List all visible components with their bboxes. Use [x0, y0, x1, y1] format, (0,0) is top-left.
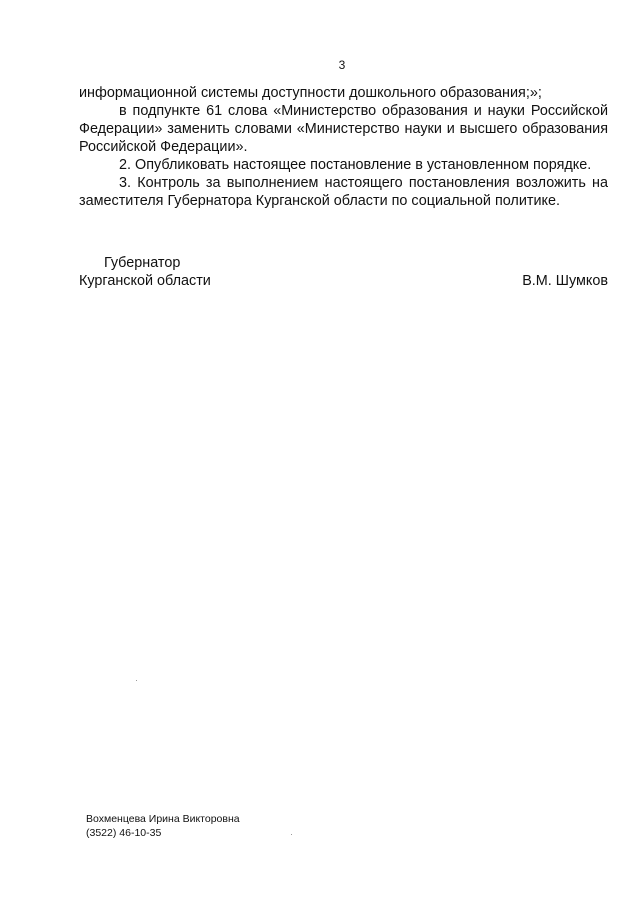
- scan-speck: [136, 680, 137, 681]
- signatory-name: В.М. Шумков: [522, 273, 608, 289]
- paragraph-item-3: 3. Контроль за выполнением настоящего постановления возложить на заместителя Губернатора Курганской области по социальной политике.: [79, 175, 608, 209]
- page-number: 3: [338, 58, 346, 72]
- executor-name: Вохменцева Ирина Викторовна: [86, 813, 240, 825]
- paragraph-continuation: информационной системы доступности дошкольного образования;»;: [79, 85, 542, 101]
- body-text: [79, 84, 608, 210]
- paragraph-subpoint-61: в подпункте 61 слова «Министерство образования и науки Российской Федерации» заменить словами «Министерство науки и высшего образования Российской Федерации».: [79, 103, 608, 155]
- scan-speck: [291, 834, 292, 835]
- signatory-title-line2: Курганской области: [79, 273, 211, 289]
- paragraph-item-2: 2. Опубликовать настоящее постановление в установленном порядке.: [119, 157, 592, 173]
- executor-block: [86, 812, 240, 840]
- signatory-title-line1: Губернатор: [104, 255, 181, 271]
- executor-phone: (3522) 46-10-35: [86, 827, 162, 839]
